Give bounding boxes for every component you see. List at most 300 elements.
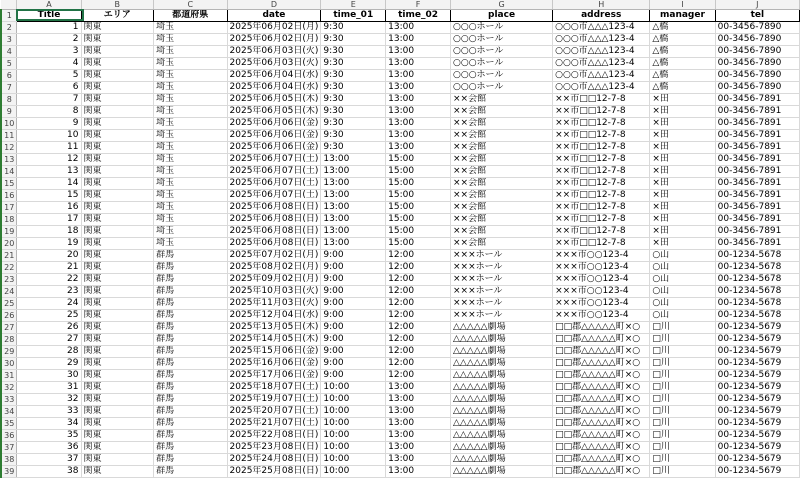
cell-j[interactable]: 00-3456-7891 — [715, 130, 799, 142]
row-number[interactable]: 38 — [1, 454, 17, 466]
cell-e[interactable]: 13:00 — [321, 214, 386, 226]
cell-i[interactable]: ×田 — [650, 106, 715, 118]
cell-c[interactable]: 群馬 — [154, 298, 227, 310]
cell-g[interactable]: ○○○ホール — [450, 46, 552, 58]
cell-j[interactable]: 00-3456-7890 — [715, 58, 799, 70]
cell-j[interactable]: 00-1234-5679 — [715, 430, 799, 442]
cell-i[interactable]: ○山 — [650, 262, 715, 274]
cell-d[interactable]: 2025年06月07日(土) — [227, 190, 321, 202]
cell-j[interactable]: 00-1234-5678 — [715, 298, 799, 310]
cell-a[interactable]: 13 — [17, 166, 81, 178]
cell-j[interactable]: 00-3456-7891 — [715, 214, 799, 226]
header-cell-title[interactable]: Title — [17, 10, 81, 22]
cell-g[interactable]: ××会館 — [450, 118, 552, 130]
cell-e[interactable]: 9:00 — [321, 310, 386, 322]
cell-c[interactable]: 群馬 — [154, 442, 227, 454]
cell-e[interactable]: 13:00 — [321, 154, 386, 166]
cell-f[interactable]: 15:00 — [386, 214, 451, 226]
cell-g[interactable]: ××会館 — [450, 154, 552, 166]
cell-d[interactable]: 2025年25月08日(日) — [227, 466, 321, 478]
cell-g[interactable]: ××会館 — [450, 142, 552, 154]
cell-h[interactable]: □□郡△△△△△町×○ — [553, 442, 650, 454]
cell-a[interactable]: 10 — [17, 130, 81, 142]
row-number[interactable]: 19 — [1, 226, 17, 238]
cell-h[interactable]: ○○○市△△△123-4 — [553, 58, 650, 70]
cell-i[interactable]: □川 — [650, 322, 715, 334]
row-number[interactable]: 39 — [1, 466, 17, 478]
cell-i[interactable]: △橋 — [650, 46, 715, 58]
column-header-a[interactable]: A — [17, 0, 81, 10]
cell-e[interactable]: 10:00 — [321, 454, 386, 466]
cell-d[interactable]: 2025年06月05日(木) — [227, 106, 321, 118]
cell-d[interactable]: 2025年19月07日(土) — [227, 394, 321, 406]
cell-i[interactable]: △橋 — [650, 22, 715, 34]
cell-a[interactable]: 4 — [17, 58, 81, 70]
column-header-h[interactable]: H — [553, 0, 650, 10]
cell-c[interactable]: 埼玉 — [154, 118, 227, 130]
cell-e[interactable]: 9:30 — [321, 130, 386, 142]
cell-c[interactable]: 埼玉 — [154, 34, 227, 46]
cell-h[interactable]: ×××市○○123-4 — [553, 286, 650, 298]
cell-i[interactable]: ×田 — [650, 214, 715, 226]
cell-d[interactable]: 2025年06月04日(水) — [227, 70, 321, 82]
cell-e[interactable]: 10:00 — [321, 418, 386, 430]
cell-g[interactable]: ×××ホール — [450, 286, 552, 298]
cell-e[interactable]: 9:30 — [321, 70, 386, 82]
cell-f[interactable]: 13:00 — [386, 106, 451, 118]
cell-c[interactable]: 埼玉 — [154, 82, 227, 94]
cell-b[interactable]: 関東 — [81, 34, 154, 46]
cell-d[interactable]: 2025年06月03日(火) — [227, 46, 321, 58]
cell-a[interactable]: 21 — [17, 262, 81, 274]
cell-f[interactable]: 15:00 — [386, 154, 451, 166]
cell-j[interactable]: 00-3456-7890 — [715, 22, 799, 34]
cell-b[interactable]: 関東 — [81, 142, 154, 154]
cell-e[interactable]: 10:00 — [321, 466, 386, 478]
cell-i[interactable]: □川 — [650, 358, 715, 370]
header-cell-place[interactable]: place — [450, 10, 552, 22]
row-number[interactable]: 12 — [1, 142, 17, 154]
column-header-j[interactable]: J — [715, 0, 799, 10]
cell-d[interactable]: 2025年18月07日(土) — [227, 382, 321, 394]
header-cell--[interactable]: エリア — [81, 10, 154, 22]
cell-j[interactable]: 00-1234-5678 — [715, 250, 799, 262]
row-number[interactable]: 9 — [1, 106, 17, 118]
cell-c[interactable]: 埼玉 — [154, 238, 227, 250]
header-cell--[interactable]: 都道府県 — [154, 10, 227, 22]
row-number[interactable]: 11 — [1, 130, 17, 142]
cell-g[interactable]: ××会館 — [450, 190, 552, 202]
cell-e[interactable]: 9:00 — [321, 346, 386, 358]
cell-e[interactable]: 10:00 — [321, 382, 386, 394]
cell-j[interactable]: 00-1234-5678 — [715, 274, 799, 286]
cell-h[interactable]: ○○○市△△△123-4 — [553, 46, 650, 58]
row-number[interactable]: 36 — [1, 430, 17, 442]
cell-f[interactable]: 13:00 — [386, 58, 451, 70]
cell-a[interactable]: 30 — [17, 370, 81, 382]
cell-e[interactable]: 13:00 — [321, 190, 386, 202]
cell-h[interactable]: ××市□□12-7-8 — [553, 226, 650, 238]
cell-a[interactable]: 2 — [17, 34, 81, 46]
cell-b[interactable]: 関東 — [81, 214, 154, 226]
cell-b[interactable]: 関東 — [81, 382, 154, 394]
cell-d[interactable]: 2025年16月06日(金) — [227, 358, 321, 370]
cell-i[interactable]: □川 — [650, 370, 715, 382]
cell-j[interactable]: 00-1234-5679 — [715, 334, 799, 346]
cell-i[interactable]: □川 — [650, 394, 715, 406]
cell-b[interactable]: 関東 — [81, 370, 154, 382]
cell-c[interactable]: 群馬 — [154, 418, 227, 430]
cell-i[interactable]: □川 — [650, 406, 715, 418]
cell-c[interactable]: 群馬 — [154, 466, 227, 478]
row-number[interactable]: 16 — [1, 190, 17, 202]
cell-e[interactable]: 13:00 — [321, 178, 386, 190]
cell-g[interactable]: ×××ホール — [450, 298, 552, 310]
cell-h[interactable]: ××市□□12-7-8 — [553, 214, 650, 226]
cell-a[interactable]: 25 — [17, 310, 81, 322]
cell-e[interactable]: 10:00 — [321, 442, 386, 454]
cell-f[interactable]: 12:00 — [386, 262, 451, 274]
cell-e[interactable]: 9:00 — [321, 334, 386, 346]
cell-f[interactable]: 13:00 — [386, 406, 451, 418]
cell-d[interactable]: 2025年08月02日(月) — [227, 262, 321, 274]
cell-c[interactable]: 埼玉 — [154, 94, 227, 106]
cell-c[interactable]: 埼玉 — [154, 46, 227, 58]
cell-f[interactable]: 13:00 — [386, 466, 451, 478]
cell-e[interactable]: 9:00 — [321, 298, 386, 310]
cell-a[interactable]: 17 — [17, 214, 81, 226]
cell-i[interactable]: ×田 — [650, 166, 715, 178]
cell-f[interactable]: 15:00 — [386, 226, 451, 238]
cell-c[interactable]: 群馬 — [154, 394, 227, 406]
cell-g[interactable]: △△△△△劇場 — [450, 322, 552, 334]
cell-b[interactable]: 関東 — [81, 418, 154, 430]
cell-h[interactable]: □□郡△△△△△町×○ — [553, 394, 650, 406]
cell-b[interactable]: 関東 — [81, 286, 154, 298]
cell-a[interactable]: 32 — [17, 394, 81, 406]
cell-h[interactable]: ××市□□12-7-8 — [553, 94, 650, 106]
cell-h[interactable]: □□郡△△△△△町×○ — [553, 334, 650, 346]
cell-h[interactable]: ×××市○○123-4 — [553, 250, 650, 262]
cell-b[interactable]: 関東 — [81, 394, 154, 406]
cell-e[interactable]: 9:30 — [321, 58, 386, 70]
cell-g[interactable]: ××会館 — [450, 178, 552, 190]
cell-h[interactable]: ××市□□12-7-8 — [553, 178, 650, 190]
cell-g[interactable]: ○○○ホール — [450, 58, 552, 70]
cell-d[interactable]: 2025年06月08日(日) — [227, 238, 321, 250]
cell-b[interactable]: 関東 — [81, 274, 154, 286]
cell-a[interactable]: 26 — [17, 322, 81, 334]
cell-e[interactable]: 9:00 — [321, 358, 386, 370]
cell-c[interactable]: 埼玉 — [154, 58, 227, 70]
column-header-i[interactable]: I — [650, 0, 715, 10]
cell-i[interactable]: □川 — [650, 418, 715, 430]
cell-f[interactable]: 15:00 — [386, 178, 451, 190]
cell-a[interactable]: 15 — [17, 190, 81, 202]
cell-b[interactable]: 関東 — [81, 70, 154, 82]
cell-j[interactable]: 00-1234-5679 — [715, 382, 799, 394]
cell-h[interactable]: ×××市○○123-4 — [553, 310, 650, 322]
row-number[interactable]: 2 — [1, 22, 17, 34]
cell-e[interactable]: 13:00 — [321, 226, 386, 238]
cell-c[interactable]: 埼玉 — [154, 142, 227, 154]
column-header-f[interactable]: F — [386, 0, 451, 10]
cell-i[interactable]: ×田 — [650, 154, 715, 166]
cell-b[interactable]: 関東 — [81, 442, 154, 454]
row-number[interactable]: 4 — [1, 46, 17, 58]
column-header-b[interactable]: B — [81, 0, 154, 10]
cell-j[interactable]: 00-1234-5679 — [715, 418, 799, 430]
cell-d[interactable]: 2025年23月08日(日) — [227, 442, 321, 454]
cell-b[interactable]: 関東 — [81, 466, 154, 478]
cell-b[interactable]: 関東 — [81, 94, 154, 106]
cell-g[interactable]: ××会館 — [450, 202, 552, 214]
cell-j[interactable]: 00-3456-7890 — [715, 82, 799, 94]
cell-g[interactable]: ○○○ホール — [450, 34, 552, 46]
cell-d[interactable]: 2025年09月02日(月) — [227, 274, 321, 286]
cell-e[interactable]: 13:00 — [321, 238, 386, 250]
cell-f[interactable]: 13:00 — [386, 22, 451, 34]
cell-f[interactable]: 13:00 — [386, 118, 451, 130]
cell-j[interactable]: 00-1234-5679 — [715, 406, 799, 418]
row-number[interactable]: 29 — [1, 346, 17, 358]
cell-g[interactable]: △△△△△劇場 — [450, 394, 552, 406]
cell-f[interactable]: 13:00 — [386, 442, 451, 454]
cell-d[interactable]: 2025年06月02日(月) — [227, 22, 321, 34]
cell-g[interactable]: ××会館 — [450, 214, 552, 226]
cell-g[interactable]: △△△△△劇場 — [450, 382, 552, 394]
cell-b[interactable]: 関東 — [81, 130, 154, 142]
cell-a[interactable]: 11 — [17, 142, 81, 154]
row-number[interactable]: 10 — [1, 118, 17, 130]
cell-j[interactable]: 00-1234-5678 — [715, 262, 799, 274]
cell-j[interactable]: 00-3456-7891 — [715, 154, 799, 166]
cell-f[interactable]: 13:00 — [386, 82, 451, 94]
cell-a[interactable]: 37 — [17, 454, 81, 466]
cell-h[interactable]: ×××市○○123-4 — [553, 262, 650, 274]
cell-a[interactable]: 12 — [17, 154, 81, 166]
cell-c[interactable]: 群馬 — [154, 358, 227, 370]
row-number[interactable]: 30 — [1, 358, 17, 370]
cell-c[interactable]: 群馬 — [154, 310, 227, 322]
cell-f[interactable]: 12:00 — [386, 370, 451, 382]
row-number[interactable]: 8 — [1, 94, 17, 106]
cell-i[interactable]: ×田 — [650, 226, 715, 238]
cell-h[interactable]: ○○○市△△△123-4 — [553, 70, 650, 82]
cell-i[interactable]: ○山 — [650, 286, 715, 298]
row-number[interactable]: 27 — [1, 322, 17, 334]
cell-c[interactable]: 群馬 — [154, 454, 227, 466]
header-cell-manager[interactable]: manager — [650, 10, 715, 22]
cell-d[interactable]: 2025年06月06日(金) — [227, 142, 321, 154]
cell-g[interactable]: △△△△△劇場 — [450, 442, 552, 454]
cell-i[interactable]: ×田 — [650, 238, 715, 250]
cell-f[interactable]: 13:00 — [386, 454, 451, 466]
cell-h[interactable]: ××市□□12-7-8 — [553, 106, 650, 118]
cell-b[interactable]: 関東 — [81, 322, 154, 334]
cell-d[interactable]: 2025年20月07日(土) — [227, 406, 321, 418]
cell-e[interactable]: 9:00 — [321, 322, 386, 334]
cell-e[interactable]: 10:00 — [321, 430, 386, 442]
cell-g[interactable]: △△△△△劇場 — [450, 430, 552, 442]
cell-e[interactable]: 9:30 — [321, 94, 386, 106]
cell-c[interactable]: 埼玉 — [154, 190, 227, 202]
cell-f[interactable]: 12:00 — [386, 346, 451, 358]
row-number[interactable]: 15 — [1, 178, 17, 190]
cell-i[interactable]: △橋 — [650, 70, 715, 82]
cell-c[interactable]: 群馬 — [154, 346, 227, 358]
cell-j[interactable]: 00-3456-7891 — [715, 238, 799, 250]
cell-a[interactable]: 1 — [17, 22, 81, 34]
cell-d[interactable]: 2025年11月03日(火) — [227, 298, 321, 310]
cell-a[interactable]: 38 — [17, 466, 81, 478]
cell-h[interactable]: ××市□□12-7-8 — [553, 190, 650, 202]
cell-a[interactable]: 3 — [17, 46, 81, 58]
cell-b[interactable]: 関東 — [81, 178, 154, 190]
cell-h[interactable]: ××市□□12-7-8 — [553, 118, 650, 130]
cell-i[interactable]: ○山 — [650, 298, 715, 310]
cell-c[interactable]: 群馬 — [154, 286, 227, 298]
cell-j[interactable]: 00-3456-7891 — [715, 202, 799, 214]
cell-i[interactable]: ○山 — [650, 310, 715, 322]
cell-i[interactable]: ×田 — [650, 118, 715, 130]
row-number[interactable]: 28 — [1, 334, 17, 346]
cell-j[interactable]: 00-1234-5679 — [715, 454, 799, 466]
row-number[interactable]: 32 — [1, 382, 17, 394]
cell-f[interactable]: 12:00 — [386, 358, 451, 370]
cell-d[interactable]: 2025年06月06日(金) — [227, 130, 321, 142]
cell-b[interactable]: 関東 — [81, 406, 154, 418]
row-number[interactable]: 20 — [1, 238, 17, 250]
cell-e[interactable]: 10:00 — [321, 394, 386, 406]
row-number[interactable]: 31 — [1, 370, 17, 382]
cell-b[interactable]: 関東 — [81, 454, 154, 466]
cell-j[interactable]: 00-1234-5679 — [715, 322, 799, 334]
cell-d[interactable]: 2025年06月08日(日) — [227, 202, 321, 214]
cell-b[interactable]: 関東 — [81, 202, 154, 214]
row-number[interactable]: 25 — [1, 298, 17, 310]
cell-h[interactable]: ○○○市△△△123-4 — [553, 22, 650, 34]
cell-i[interactable]: □川 — [650, 466, 715, 478]
cell-j[interactable]: 00-3456-7891 — [715, 166, 799, 178]
cell-i[interactable]: ○山 — [650, 250, 715, 262]
cell-i[interactable]: □川 — [650, 382, 715, 394]
row-number[interactable]: 26 — [1, 310, 17, 322]
cell-h[interactable]: □□郡△△△△△町×○ — [553, 346, 650, 358]
cell-c[interactable]: 埼玉 — [154, 214, 227, 226]
cell-b[interactable]: 関東 — [81, 250, 154, 262]
cell-a[interactable]: 35 — [17, 430, 81, 442]
cell-i[interactable]: □川 — [650, 334, 715, 346]
cell-a[interactable]: 33 — [17, 406, 81, 418]
cell-b[interactable]: 関東 — [81, 238, 154, 250]
cell-d[interactable]: 2025年13月05日(木) — [227, 322, 321, 334]
cell-i[interactable]: □川 — [650, 442, 715, 454]
row-number[interactable]: 6 — [1, 70, 17, 82]
cell-j[interactable]: 00-1234-5679 — [715, 466, 799, 478]
cell-b[interactable]: 関東 — [81, 262, 154, 274]
header-cell-time-02[interactable]: time_02 — [386, 10, 451, 22]
cell-g[interactable]: △△△△△劇場 — [450, 334, 552, 346]
cell-e[interactable]: 9:00 — [321, 250, 386, 262]
cell-g[interactable]: ××会館 — [450, 238, 552, 250]
cell-c[interactable]: 埼玉 — [154, 166, 227, 178]
cell-a[interactable]: 7 — [17, 94, 81, 106]
cell-h[interactable]: □□郡△△△△△町×○ — [553, 322, 650, 334]
cell-e[interactable]: 9:30 — [321, 34, 386, 46]
cell-b[interactable]: 関東 — [81, 154, 154, 166]
row-number[interactable]: 14 — [1, 166, 17, 178]
cell-h[interactable]: ××市□□12-7-8 — [553, 238, 650, 250]
cell-d[interactable]: 2025年06月03日(火) — [227, 58, 321, 70]
cell-e[interactable]: 9:00 — [321, 370, 386, 382]
cell-e[interactable]: 9:30 — [321, 142, 386, 154]
cell-e[interactable]: 9:30 — [321, 46, 386, 58]
row-number[interactable]: 1 — [1, 10, 17, 22]
cell-c[interactable]: 群馬 — [154, 382, 227, 394]
cell-g[interactable]: △△△△△劇場 — [450, 370, 552, 382]
cell-j[interactable]: 00-3456-7891 — [715, 178, 799, 190]
cell-i[interactable]: ×田 — [650, 130, 715, 142]
cell-h[interactable]: □□郡△△△△△町×○ — [553, 406, 650, 418]
cell-e[interactable]: 9:30 — [321, 82, 386, 94]
header-cell-date[interactable]: date — [227, 10, 321, 22]
cell-a[interactable]: 23 — [17, 286, 81, 298]
cell-e[interactable]: 13:00 — [321, 166, 386, 178]
cell-h[interactable]: □□郡△△△△△町×○ — [553, 466, 650, 478]
cell-e[interactable]: 9:30 — [321, 106, 386, 118]
row-number[interactable]: 7 — [1, 82, 17, 94]
cell-j[interactable]: 00-1234-5678 — [715, 310, 799, 322]
row-number[interactable]: 24 — [1, 286, 17, 298]
cell-e[interactable]: 9:00 — [321, 274, 386, 286]
cell-f[interactable]: 13:00 — [386, 70, 451, 82]
cell-b[interactable]: 関東 — [81, 346, 154, 358]
cell-j[interactable]: 00-1234-5679 — [715, 358, 799, 370]
row-number[interactable]: 18 — [1, 214, 17, 226]
cell-f[interactable]: 15:00 — [386, 190, 451, 202]
cell-b[interactable]: 関東 — [81, 298, 154, 310]
row-number[interactable]: 23 — [1, 274, 17, 286]
cell-i[interactable]: □川 — [650, 430, 715, 442]
cell-j[interactable]: 00-3456-7891 — [715, 94, 799, 106]
cell-c[interactable]: 埼玉 — [154, 178, 227, 190]
cell-a[interactable]: 5 — [17, 70, 81, 82]
cell-i[interactable]: □川 — [650, 346, 715, 358]
cell-i[interactable]: ×田 — [650, 202, 715, 214]
cell-g[interactable]: ×××ホール — [450, 250, 552, 262]
cell-a[interactable]: 6 — [17, 82, 81, 94]
cell-f[interactable]: 13:00 — [386, 94, 451, 106]
cell-g[interactable]: ○○○ホール — [450, 70, 552, 82]
cell-i[interactable]: ×田 — [650, 94, 715, 106]
cell-g[interactable]: △△△△△劇場 — [450, 346, 552, 358]
cell-f[interactable]: 13:00 — [386, 418, 451, 430]
row-number[interactable]: 5 — [1, 58, 17, 70]
cell-h[interactable]: ××市□□12-7-8 — [553, 130, 650, 142]
row-number[interactable]: 33 — [1, 394, 17, 406]
cell-a[interactable]: 34 — [17, 418, 81, 430]
cell-c[interactable]: 群馬 — [154, 406, 227, 418]
cell-g[interactable]: ×××ホール — [450, 310, 552, 322]
row-number[interactable]: 3 — [1, 34, 17, 46]
cell-j[interactable]: 00-1234-5679 — [715, 370, 799, 382]
cell-b[interactable]: 関東 — [81, 358, 154, 370]
row-number[interactable]: 35 — [1, 418, 17, 430]
cell-d[interactable]: 2025年06月07日(土) — [227, 166, 321, 178]
cell-j[interactable]: 00-3456-7891 — [715, 142, 799, 154]
cell-f[interactable]: 12:00 — [386, 322, 451, 334]
